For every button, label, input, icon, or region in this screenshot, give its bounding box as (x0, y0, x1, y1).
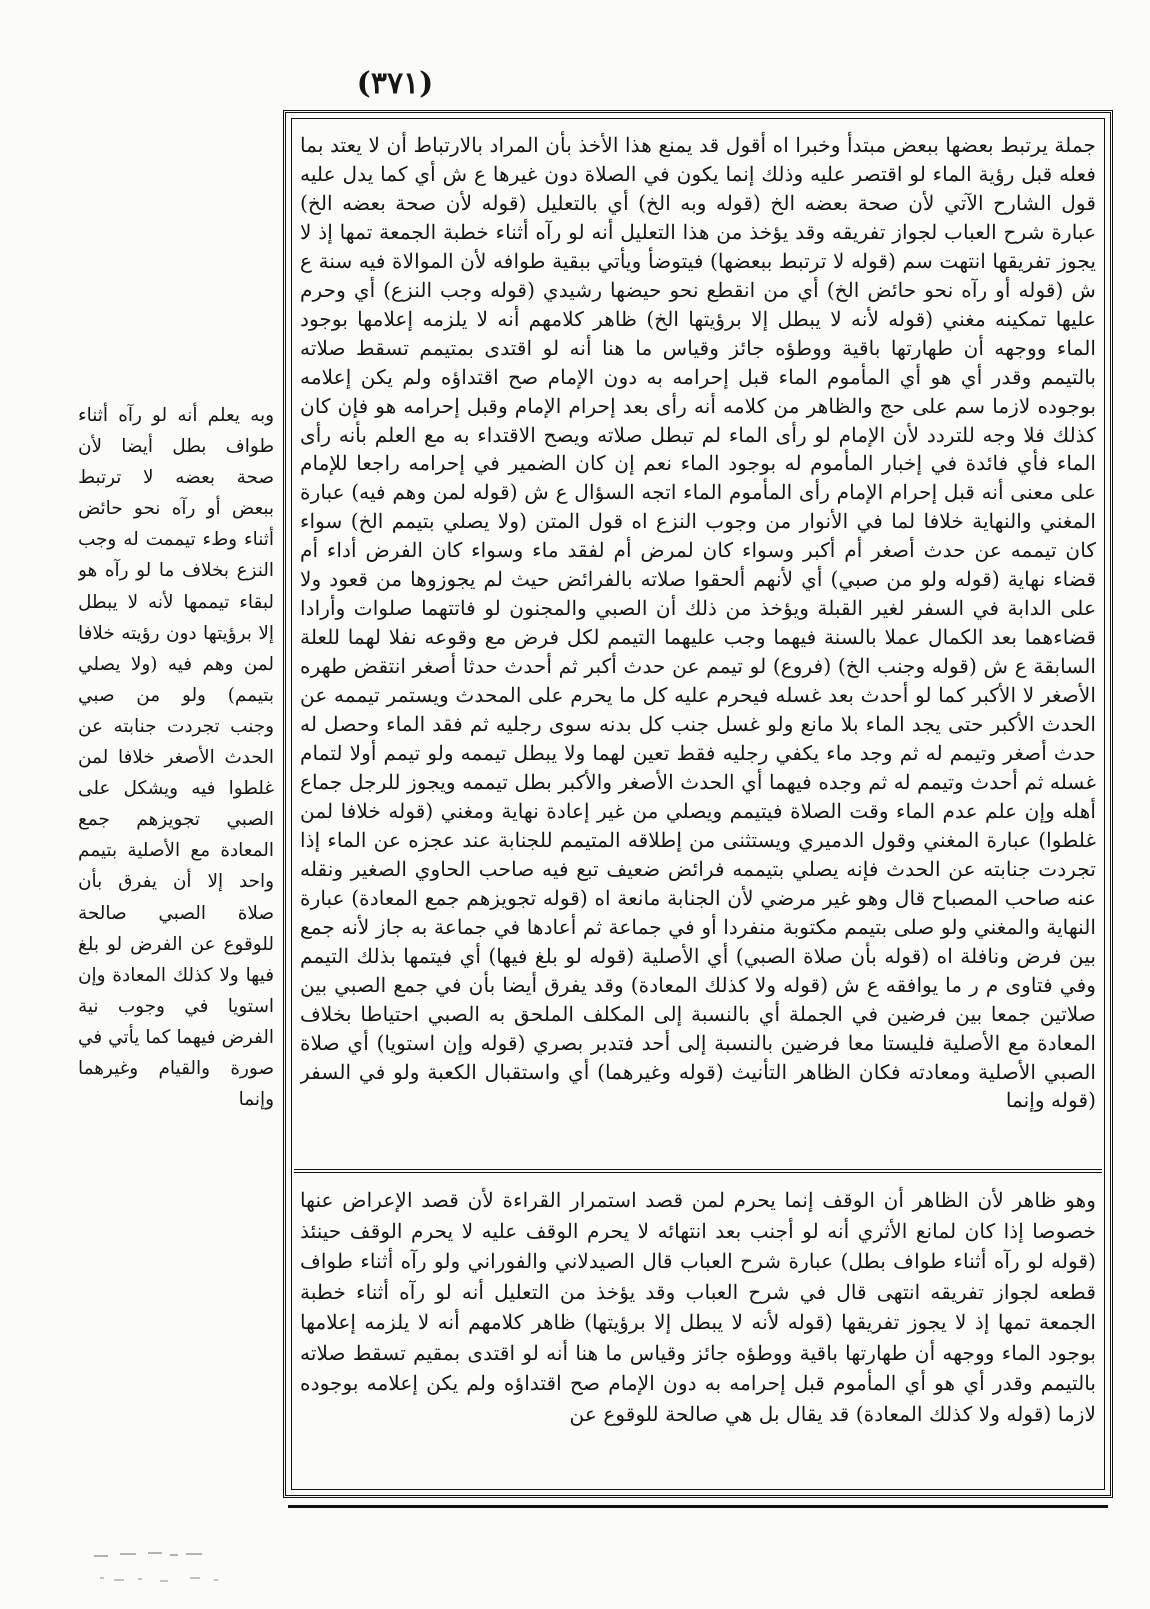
section-divider (294, 1169, 1102, 1173)
main-text-block: جملة يرتبط بعضها ببعض مبتدأ وخبرا اه أقول قد يمنع هذا الأخذ بأن المراد بالارتباط أن لا يعتد بما فعله قبل رؤية الماء لو اقتصر عليه وذلك إنما يكون في الصلاة دون غيرها ع ش أي كما يدل عليه قول الشارح الآتي لأن صحة بعضه الخ (قوله وبه الخ) أي بالتعليل (قوله لأن صحة بعضه الخ) عبارة شرح العباب لجواز تفريقه وقد يؤخذ من هذا التعليل أنه لو رآه أثناء خطبة الجمعة تمها إذ لا يجوز تفريقها انتهت سم (قوله لا ترتبط ببعضها) فيتوضأ ويأتي ببقية طوافه لأن الموالاة فيه سنة ع ش (قوله أو رآه نحو حائض الخ) أي من انقطع نحو حيضها رشيدي (قوله وجب النزع) أي وحرم عليها تمكينه مغني (قوله لأنه لا يبطل إلا برؤيتها الخ) ظاهر كلامهم أنه لا يلزمه إعلامها بوجود الماء ووجهه أن طهارتها باقية ووطؤه جائز وقياس ما هنا أنه لو اقتدى بمتيمم تسقط صلاته بالتيمم وقدر أي هو أي المأموم الماء قبل إحرامه به دون الإمام صح اقتداؤه ولم يكن إعلامه بوجوده لازما سم على حج والظاهر من كلامه أنه رأى بعد إحرام الإمام وقبل إحرامه هو فإن كان كذلك فلا وجه للتردد لأن الإمام لو رأى الماء لم تبطل صلاته ويصح الاقتداء به مع العلم بأنه رأى الماء فأي فائدة في إخبار المأموم له بوجود الماء نعم إن كان الضمير في إحرامه راجعا للإمام على معنى أنه قبل إحرام الإمام رأى المأموم الماء اتجه السؤال ع ش (قوله لمن وهم فيه) عبارة المغني والنهاية خلافا لما في الأنوار من وجوب النزع اه قول المتن (ولا يصلي بتيمم الخ) سواء كان تيممه عن حدث أصغر أم أكبر وسواء كان لمرض أم لفقد ماء وسواء كان الفرض أداء أم قضاء نهاية (قوله ولو من صبي) أي لأنهم ألحقوا صلاته بالفرائض حيث لم يجوزوها من قعود ولا على الدابة في السفر لغير القبلة ويؤخذ من ذلك أن الصبي والمجنون لو فاتتهما صلوات وأرادا قضاءهما بعد الكمال عملا بالسنة فيهما وجب عليهما التيمم لكل فرض مع وقوعه نفلا لهما للعلة السابقة ع ش (قوله وجنب الخ) (فروع) لو تيمم عن حدث أكبر ثم أحدث حدثا أصغر انتقض طهره الأصغر لا الأكبر كما لو أحدث بعد غسله فيحرم عليه كل ما يحرم على المحدث ويستمر تيممه عن الحدث الأكبر حتى يجد الماء بلا مانع ولو غسل جنب كل بدنه سوى رجليه ثم فقد الماء وحصل له حدث أصغر وتيمم له ثم وجد ماء يكفي رجليه فقط تعين لهما ولا يبطل تيممه ولو تيمم أولا لتمام غسله ثم أحدث وتيمم له ثم وجده فيهما أي الحدث الأصغر والأكبر بطل تيممه ويجوز للرجل جماع أهله وإن علم عدم الماء وقت الصلاة فيتيمم ويصلي من غير إعادة نهاية ومغني (قوله خلافا لمن غلطوا) عبارة المغني وقول الدميري ويستثنى من إطلاقه المتيمم للجنابة عند عجزه عن الماء إذا تجردت جنابته عن الحدث فإنه يصلي بتيممه فرائض ضعيف تبع فيه صاحب الحاوي الصغير ونقله عنه صاحب المصباح قال وهو غير مرضي لأن الجنابة مانعة اه (قوله تجويزهم جمع المعادة) عبارة النهاية والمغني ولو صلى بتيمم مكتوبة منفردا أو في جماعة ثم أعادها في جماعة به جاز لأنه جمع بين فرض ونافلة اه (قوله بأن صلاة الصبي) أي الأصلية (قوله لو بلغ فيها) أي فيتمها بذلك التيمم وفي فتاوى م ر ما يوافقه ع ش (قوله ولا كذلك المعادة) وقد يفرق أيضا بأن في جمع الصبي بين صلاتين جمعا بين فرضين في الجملة أي بالنسبة إلى المكلف الملحق به الصبي احتياطا بخلاف المعادة مع الأصلية فليستا معا فرضين بالنسبة إلى أحد فتدبر بصري (قوله وإن استويا) أي صلاة الصبي الأصلية ومعادته فكان الظاهر التأنيث (قوله وغيرهما) أي واستقبال الكعبة ولو في السفر (قوله وإنما (300, 133, 1096, 1113)
bottom-rule (288, 1505, 1108, 1508)
main-text-frame (283, 110, 1113, 1498)
lower-text-block: وهو ظاهر لأن الظاهر أن الوقف إنما يحرم لمن قصد استمرار القراءة لأن قصد الإعراض عنها خصوصا إذا كان لمانع الأثري أنه لو أجنب بعد انتهائه لا يحرم الوقف عليه لا يحرم الوقف حينئذ (قوله لو رآه أثناء طواف بطل) عبارة شرح العباب قال الصيدلاني والفوراني ولو رآه أثناء طواف قطعه لجواز تفريقه انتهى قال في شرح العباب وقد يؤخذ من التعليل أنه لو رآه أثناء خطبة الجمعة تمها إذ لا يجوز تفريقها (قوله لأنه لا يبطل إلا برؤيتها) ظاهر كلامهم أنه لا يلزمه إعلامها بوجود الماء ووجهه أن طهارتها باقية ووطؤه جائز وقياس ما هنا أنه لو اقتدى بمقيم تسقط صلاته بالتيمم وقدر أي هو أي المأموم قبل إحرامه به دون الإمام صح اقتداؤه ولم يكن إعلامه بوجوده لازما (قوله ولا كذلك المعادة) قد يقال بل هي صالحة للوقوع عن (300, 1188, 1096, 1426)
margin-note: وبه يعلم أنه لو رآه أثناء طواف بطل أيضا لأن صحة بعضه لا ترتبط ببعض أو رآه نحو حائض أثناء وطء تيممت له وجب النزع بخلاف ما لو رآه هو لبقاء تيممها لأنه لا يبطل إلا برؤيتها دون رؤيته خلافا لمن وهم فيه (ولا يصلي بتيمم) ولو من صبي وجنب تجردت جنابته عن الحدث الأصغر خلافا لمن غلطوا فيه ويشكل على الصبي تجويزهم جمع المعادة مع الأصلية بتيمم واحد إلا أن يفرق بأن صلاة الصبي صالحة للوقوع عن الفرض لو بلغ فيها ولا كذلك المعادة وإن استويا في وجوب نية الفرض فيهما كما يأتي في صورة والقيام وغيرهما وإنما (78, 405, 274, 1111)
page-number: (٣٧١) (356, 66, 434, 101)
scan-marks (90, 1548, 310, 1588)
